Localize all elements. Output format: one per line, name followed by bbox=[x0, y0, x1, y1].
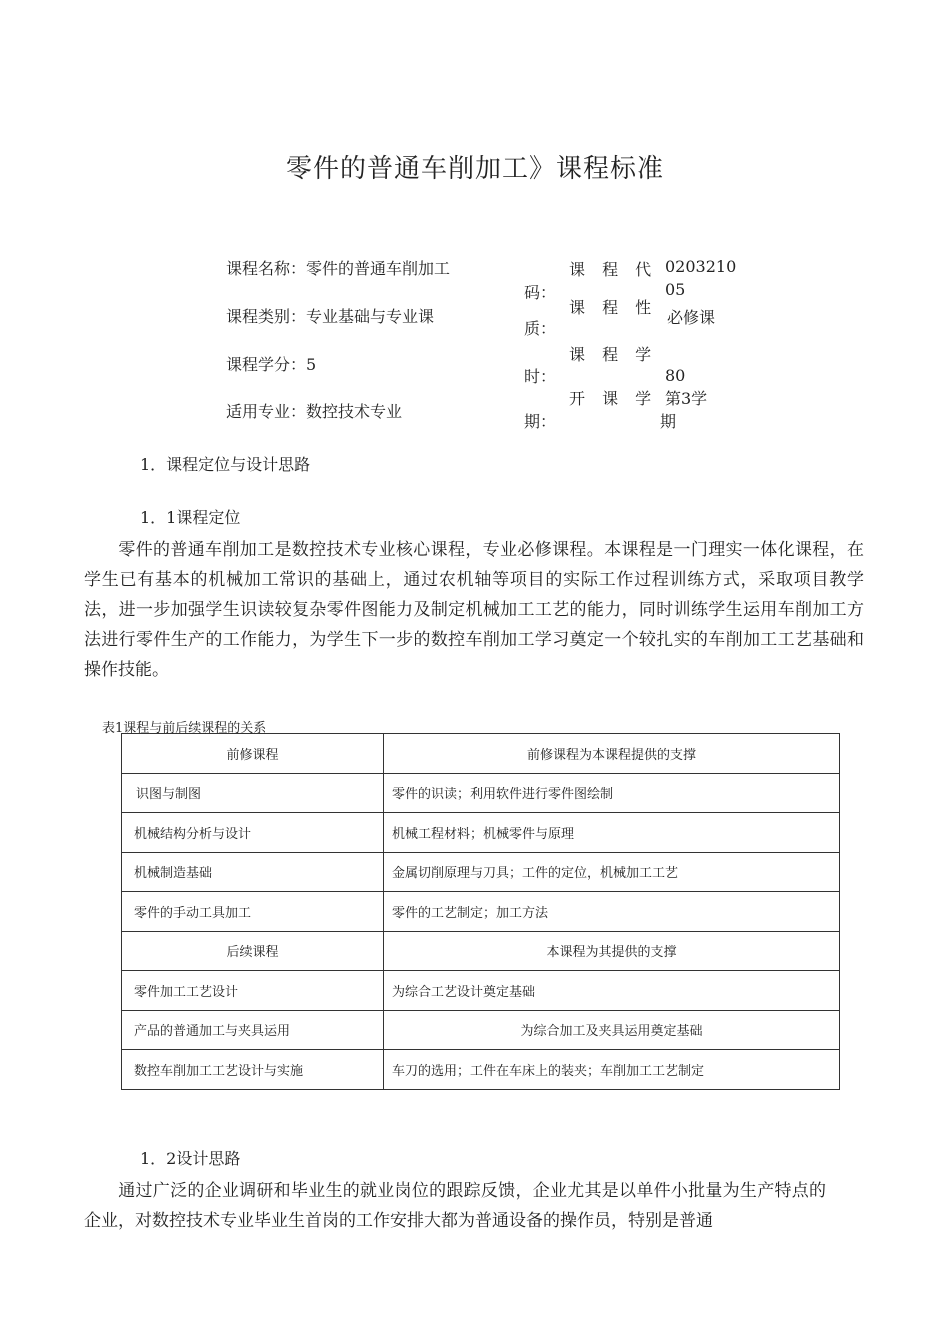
course-credit: 课程学分：5 bbox=[226, 355, 317, 374]
course-positioning-text: 零件的普通车削加工是数控技术专业核心课程，专业必修课程。本课程是一门理实一体化课程，在学生已有基本的机械加工常识的基础上，通过农机轴等项目的实际工作过程训练方式，采取项目教学法，进一步加强学生识读较复杂零件图能力及制定机械加工工艺的能力，同时训练学生运用车削加工方法进行零件生产的工作能力，为学生下一步的数控车削加工学习奠定一个较扎实的车削加工工艺基础和操作技能。 bbox=[84, 540, 864, 680]
course-code-value: 0203210 bbox=[665, 257, 737, 276]
table-row bbox=[122, 971, 840, 1011]
course-hours-key: 课 程 学 bbox=[569, 345, 658, 364]
course-code-key-tail: 码： bbox=[524, 283, 557, 302]
table-cell: 识图与制图 bbox=[122, 773, 384, 813]
section-1-1-heading: 1．1课程定位 bbox=[140, 508, 241, 527]
design-idea-text: 通过广泛的企业调研和毕业生的就业岗位的跟踪反馈，企业尤其是以单件小批量为生产特点的企业，对数控技术专业毕业生首岗的工作安排大都为普通设备的操作员，特别是普通 bbox=[84, 1181, 826, 1231]
course-name: 课程名称：零件的普通车削加工 bbox=[226, 259, 451, 278]
table-cell: 零件的手动工具加工 bbox=[122, 892, 384, 932]
table-header-cell: 本课程为其提供的支撑 bbox=[384, 931, 840, 971]
table-row bbox=[122, 1050, 840, 1090]
course-major: 适用专业：数控技术专业 bbox=[226, 402, 403, 421]
table-header-row bbox=[122, 734, 840, 774]
table-caption: 表1课程与前后续课程的关系 bbox=[102, 721, 267, 736]
table-cell: 数控车削加工工艺设计与实施 bbox=[122, 1050, 384, 1090]
course-code-value-tail: 05 bbox=[665, 280, 686, 299]
table-cell: 零件加工工艺设计 bbox=[122, 971, 384, 1011]
table-cell: 车刀的选用；工件在车床上的装夹；车削加工工艺制定 bbox=[384, 1050, 840, 1090]
table-header-cell: 前修课程 bbox=[122, 734, 384, 774]
course-term-value-tail: 期 bbox=[660, 412, 677, 431]
table-cell: 机械工程材料；机械零件与原理 bbox=[384, 813, 840, 853]
course-type: 课程类别：专业基础与专业课 bbox=[226, 307, 435, 326]
course-nature-key-tail: 质： bbox=[524, 319, 557, 338]
table-cell: 为综合加工及夹具运用奠定基础 bbox=[384, 1010, 840, 1050]
section-1-heading: 1．课程定位与设计思路 bbox=[140, 455, 311, 474]
course-hours-value: 80 bbox=[665, 366, 686, 385]
course-relation-table bbox=[121, 733, 840, 1090]
course-hours-key-tail: 时： bbox=[524, 367, 557, 386]
course-term-key-tail: 期： bbox=[524, 412, 557, 431]
course-term-value: 第3学 bbox=[665, 389, 708, 408]
table-row bbox=[122, 773, 840, 813]
table-row bbox=[122, 813, 840, 853]
section-1-2-heading: 1．2设计思路 bbox=[140, 1149, 241, 1168]
table-cell: 金属切削原理与刀具；工件的定位，机械加工工艺 bbox=[384, 852, 840, 892]
table-header-cell: 前修课程为本课程提供的支撑 bbox=[384, 734, 840, 774]
table-row bbox=[122, 892, 840, 932]
course-code-key: 课 程 代 bbox=[569, 260, 658, 279]
course-positioning-paragraph bbox=[84, 535, 864, 685]
table-header-cell: 后续课程 bbox=[122, 931, 384, 971]
table-cell: 产品的普通加工与夹具运用 bbox=[122, 1010, 384, 1050]
table-cell: 零件的工艺制定；加工方法 bbox=[384, 892, 840, 932]
table-cell: 机械结构分析与设计 bbox=[122, 813, 384, 853]
table-row bbox=[122, 852, 840, 892]
page-title: 零件的普通车削加工》课程标准 bbox=[285, 154, 664, 184]
table-cell: 机械制造基础 bbox=[122, 852, 384, 892]
table-cell: 零件的识读；利用软件进行零件图绘制 bbox=[384, 773, 840, 813]
table-cell: 为综合工艺设计奠定基础 bbox=[384, 971, 840, 1011]
course-nature-value: 必修课 bbox=[667, 308, 716, 327]
design-idea-paragraph bbox=[84, 1176, 826, 1236]
course-nature-key: 课 程 性 bbox=[569, 298, 658, 317]
table-header-row bbox=[122, 931, 840, 971]
table-row bbox=[122, 1010, 840, 1050]
course-term-key: 开 课 学 bbox=[569, 389, 658, 408]
